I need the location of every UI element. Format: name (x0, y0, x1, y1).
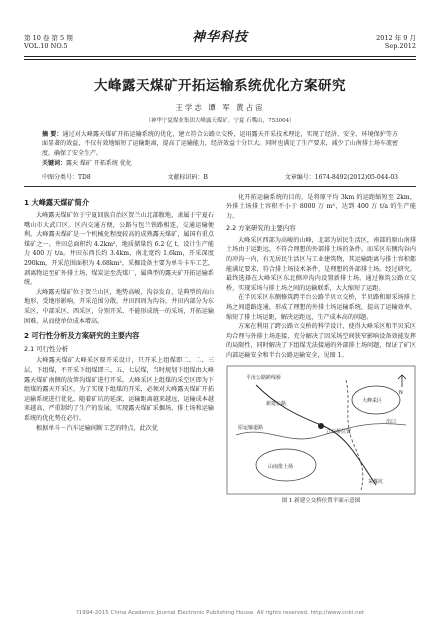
header-rule (24, 56, 416, 57)
paper-affiliation: （神华宁夏煤业集团大峰露天煤矿，宁夏 石嘴山，753004） (145, 117, 295, 124)
paragraph: 方案在利用了跨公路立交桥的科学设计，使得大峰采区和半贝采区均合理与外排土场连接，充分解决了因采场空间狭窄影响设备效能发挥的局限性，同时解决了下组煤无法接通的外部排土场问题，保证了矿区内部运输安全和半台公路运输安全，见图 1。 (226, 323, 416, 359)
volume-issue (24, 34, 73, 50)
page-footer: ?1994-2015 China Academic Journal Electronic Publishing House. All rights reserved. http://www.cnki.net (75, 610, 365, 616)
label-new-road: 新建公路 (266, 400, 287, 407)
volume-en: VOL.10 NO.5 (24, 42, 68, 50)
label-north: N (399, 389, 403, 396)
label-coal-pit: 采煤坑 (368, 478, 384, 485)
article-number: 文章编号：1674-8492(2012)05-044-03 (284, 173, 398, 181)
paragraph: 大峰露天煤矿大峰采区原开采设计，只开采上组煤即二、二、三层，下组煤，不开采下组煤即三、五、七层煤，当时规划下组煤由大峰露天煤矿南侧的汝箕沟煤矿进行开采。大峰采区上组煤的采空区即为下组煤的露天开采区，为了实现下组煤的开采，必须对大峰露天煤矿开拓运输系统进行优化，随着矿坑的延深，运输距离越来越远，运输成本越来越高，严重制约了生产的发展，实现露天煤矿采掘场、排土场和运输系统的优化势在必行。 (24, 357, 214, 422)
north-arrow-icon (398, 375, 406, 387)
label-old-road: 原运输道路 (238, 424, 264, 431)
label-dump: 山南排土场 (268, 463, 294, 470)
document-code: 文献标识码：B (167, 173, 208, 181)
paragraph: 大峰露天煤矿位于宁夏回族自治区贺兰山北部腹地，隶属于宁夏石嘴山市大武口区。区内交通方便，公路与包兰铁路相连，交通运输便利。大峰露天煤矿是一个机械化程度较高的成熟露天煤矿，属国有重点煤矿之一。井田总面积约 4.2km²，地质储量约 6.2 亿 t，设计生产能力 400 万 t/a。井田东西长约 3.4km，南北宽约 1.6km，开采深度 290km，开采范围面积为 4.68km²，采掘设备主要为单斗卡车工艺，剥离物运至矿外排土场，煤炭运至洗煤厂，属典型的露天矿开拓运输系统。 (24, 212, 214, 287)
date-cn: 2012 年 9 月 (376, 34, 416, 42)
volume-cn: 第 10 卷 第 5 期 (24, 34, 73, 42)
classification-line (42, 172, 398, 181)
stream-line (346, 380, 363, 490)
abstract-rule (24, 186, 416, 187)
figure-1 (226, 365, 416, 495)
subsection-2-1-heading: 2.1 可行性分析 (24, 344, 69, 353)
section-1-heading: 1 大峰露天煤矿简介 (24, 197, 90, 207)
left-column (24, 193, 214, 507)
paragraph: 根据单斗－汽车运输间断工艺的特点，此次优 (36, 424, 158, 432)
clc-number: 中图分类号：TD8 (42, 173, 91, 181)
paragraph: 在半贝采区东侧修筑跨半台公路半贝立交桥，半贝路和原采场排土场之间道路连通，形成了理想的外排土场运输系统，提高了运输效率，缩短了排土场运距，解决运距远，生产成本高的问题。 (226, 294, 416, 321)
abstract-label: 摘 要： (42, 130, 63, 138)
keywords-text: 露天 煤矿 开拓系统 优化 (66, 160, 132, 167)
label-bridge: 立交桥位置 (326, 428, 352, 435)
running-header (24, 30, 416, 54)
header-rule-thin (24, 59, 416, 60)
paragraph: 大峰采区西部为高峻的山峰，北部为居民生活区，南部的原山南排土场由于运距远，不符合理想的外部排土场的条件。而采区东侧沟谷内的冲沟一内，有无居民生活区与工业建筑物，其运输距离与排土容积都能满足要求，符合排土场技术条件，是理想的外部排土场。经过研究，最终选择在大峰采区东北侧冲沟内设置新排土场，通过修筑公路立交桥，实现采场与排土场之间的运输联系，大大缩短了运距。 (226, 236, 416, 292)
subsection-2-2-heading: 2.2 方案研究的主要内容 (226, 224, 296, 233)
paper-authors: 王学志 谭 军 黄占宙 (175, 102, 265, 112)
right-column (226, 193, 416, 507)
date-en: Sep.2012 (384, 42, 416, 50)
paper-title: 大峰露天煤矿开拓运输系统优化方案研究 (94, 77, 346, 94)
keywords (42, 159, 398, 169)
journal-name: 神华科技 (191, 30, 249, 45)
figure-caption: 图 1 新建立交桥位置平面示意图 (281, 497, 361, 504)
site-plan-diagram (226, 365, 416, 495)
section-2-heading: 2 可行性分析及方案研究的主要内容 (24, 331, 140, 341)
paragraph: 大峰露天煤矿位于贺兰山区，地势高峻，沟谷发育，是典型的高山地形，受地形影响，开采范围分散，井田四周为沟谷，井田内部分为东采区、中部采区、西采区，分别开采，不能形成统一的采场，开拓运输困难，从而使单位成本增高。 (24, 288, 214, 325)
bridge-marker (318, 423, 324, 429)
issue-date (376, 34, 416, 50)
abstract-text: 通过对大峰露天煤矿开拓运输系统的优化，建立符合公路立交桥，运用露天开采技术理论，实现了经济、安全、环境保护等方面显著的效益，不仅有效地缩短了运输距离，提高了运输能力，经济效益十分巨大。同时也满足了生产要求，减少了山南排土场车流密度，确保了安全生产。 (42, 130, 398, 157)
keywords-label: 关键词： (42, 160, 67, 167)
label-junction: 平汝公路跨线桥 (246, 374, 282, 381)
label-mine: 大峰采区 (362, 397, 383, 404)
body-columns (24, 193, 416, 507)
label-exit: 出口 (386, 418, 397, 425)
abstract (42, 130, 398, 159)
paragraph: 化开拓运输系统的目的，是将原平均 3km 的运距缩短至 2km，外排土场排土容积不小于 8000 万 m³，达到 400 万 t/a 的生产能力。 (226, 193, 416, 220)
